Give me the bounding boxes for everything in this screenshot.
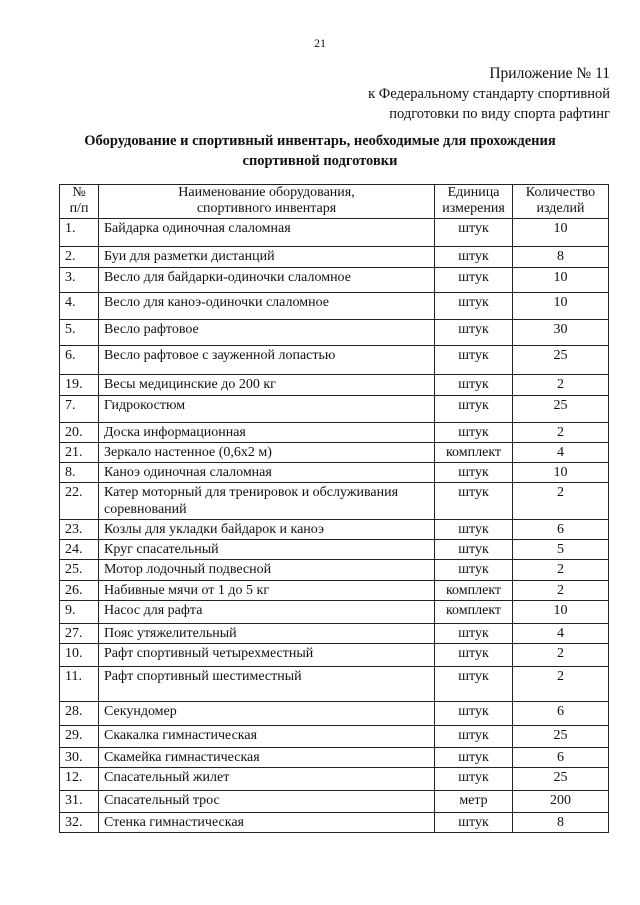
table-row — [60, 702, 609, 726]
title-line-2: спортивной подготовки — [242, 153, 398, 169]
item-name: Байдарка одиночная слаломная — [99, 219, 435, 247]
annex-line-2: к Федеральному стандарту спортивной — [368, 86, 610, 102]
page-number: 21 — [314, 36, 326, 50]
item-name: Секундомер — [99, 702, 435, 726]
table-row — [60, 601, 609, 624]
item-unit: комплект — [435, 581, 513, 601]
item-name: Козлы для укладки байдарок и каноэ — [99, 520, 435, 540]
row-number: 2. — [60, 247, 99, 268]
item-quantity: 4 — [513, 443, 609, 463]
item-unit: штук — [435, 463, 513, 483]
item-quantity: 10 — [513, 293, 609, 320]
row-number: 12. — [60, 768, 99, 791]
item-name: Мотор лодочный подвесной — [99, 560, 435, 581]
item-name: Весы медицинские до 200 кг — [99, 375, 435, 396]
table-row — [60, 726, 609, 748]
table-row — [60, 320, 609, 346]
item-quantity: 25 — [513, 396, 609, 423]
item-name: Весло для каноэ-одиночки слаломное — [99, 293, 435, 320]
item-unit: штук — [435, 375, 513, 396]
header-unit-line-1: Единица — [447, 185, 500, 200]
row-number: 4. — [60, 293, 99, 320]
item-unit: штук — [435, 423, 513, 443]
row-number: 30. — [60, 748, 99, 768]
table-row — [60, 644, 609, 667]
table-row — [60, 483, 609, 520]
table-row — [60, 540, 609, 560]
item-quantity: 6 — [513, 702, 609, 726]
table-row — [60, 375, 609, 396]
item-name: Весло для байдарки-одиночки слаломное — [99, 268, 435, 293]
item-quantity: 8 — [513, 247, 609, 268]
table-row — [60, 768, 609, 791]
row-number: 23. — [60, 520, 99, 540]
row-number: 11. — [60, 667, 99, 702]
item-quantity: 10 — [513, 219, 609, 247]
item-quantity: 25 — [513, 726, 609, 748]
table-row — [60, 667, 609, 702]
item-unit: штук — [435, 219, 513, 247]
item-unit: штук — [435, 268, 513, 293]
header-quantity — [513, 185, 609, 219]
row-number: 22. — [60, 483, 99, 520]
item-name: Скакалка гимнастическая — [99, 726, 435, 748]
item-quantity: 4 — [513, 624, 609, 644]
item-unit: штук — [435, 396, 513, 423]
table-row — [60, 581, 609, 601]
header-name-line-2: спортивного инвентаря — [196, 201, 337, 216]
item-quantity: 6 — [513, 748, 609, 768]
row-number: 1. — [60, 219, 99, 247]
row-number: 7. — [60, 396, 99, 423]
item-unit: штук — [435, 560, 513, 581]
table-row — [60, 219, 609, 247]
header-number — [60, 185, 99, 219]
table-row — [60, 268, 609, 293]
item-quantity: 25 — [513, 768, 609, 791]
row-number: 32. — [60, 813, 99, 833]
item-unit: штук — [435, 346, 513, 375]
item-unit: штук — [435, 624, 513, 644]
item-quantity: 10 — [513, 268, 609, 293]
item-name: Катер моторный для тренировок и обслуживания соревнований — [99, 483, 435, 520]
item-unit: штук — [435, 483, 513, 520]
table-row — [60, 423, 609, 443]
item-name: Рафт спортивный шестиместный — [99, 667, 435, 702]
row-number: 21. — [60, 443, 99, 463]
item-quantity: 2 — [513, 581, 609, 601]
item-name: Скамейка гимнастическая — [99, 748, 435, 768]
table-row — [60, 520, 609, 540]
item-quantity: 8 — [513, 813, 609, 833]
item-name: Буи для разметки дистанций — [99, 247, 435, 268]
row-number: 8. — [60, 463, 99, 483]
item-name: Круг спасательный — [99, 540, 435, 560]
row-number: 19. — [60, 375, 99, 396]
row-number: 25. — [60, 560, 99, 581]
item-unit: штук — [435, 293, 513, 320]
item-unit: комплект — [435, 443, 513, 463]
item-name: Доска информационная — [99, 423, 435, 443]
row-number: 10. — [60, 644, 99, 667]
header-unit — [435, 185, 513, 219]
item-unit: штук — [435, 667, 513, 702]
item-unit: штук — [435, 726, 513, 748]
item-unit: штук — [435, 748, 513, 768]
item-unit: комплект — [435, 601, 513, 624]
header-quantity-line-1: Количество — [525, 185, 596, 200]
table-row — [60, 443, 609, 463]
table-row — [60, 247, 609, 268]
item-name: Пояс утяжелительный — [99, 624, 435, 644]
header-name-line-1: Наименование оборудования, — [178, 185, 355, 200]
item-unit: штук — [435, 540, 513, 560]
row-number: 24. — [60, 540, 99, 560]
item-unit: штук — [435, 247, 513, 268]
row-number: 9. — [60, 601, 99, 624]
table-row — [60, 791, 609, 813]
table-row — [60, 463, 609, 483]
item-quantity: 2 — [513, 375, 609, 396]
item-quantity: 5 — [513, 540, 609, 560]
item-name: Рафт спортивный четырехместный — [99, 644, 435, 667]
item-unit: штук — [435, 768, 513, 791]
item-unit: штук — [435, 520, 513, 540]
item-quantity: 10 — [513, 463, 609, 483]
document-title — [40, 131, 600, 171]
row-number: 31. — [60, 791, 99, 813]
header-name — [99, 185, 435, 219]
annex-line-1: Приложение № 11 — [489, 65, 610, 82]
item-quantity: 2 — [513, 560, 609, 581]
item-unit: штук — [435, 320, 513, 346]
table-row — [60, 293, 609, 320]
item-quantity: 30 — [513, 320, 609, 346]
item-name: Спасательный жилет — [99, 768, 435, 791]
row-number: 5. — [60, 320, 99, 346]
table-body — [60, 219, 609, 833]
header-unit-line-2: измерения — [442, 201, 505, 216]
inventory-table — [59, 184, 609, 833]
item-name: Спасательный трос — [99, 791, 435, 813]
row-number: 27. — [60, 624, 99, 644]
row-number: 3. — [60, 268, 99, 293]
item-unit: штук — [435, 813, 513, 833]
item-name: Набивные мячи от 1 до 5 кг — [99, 581, 435, 601]
item-name: Зеркало настенное (0,6х2 м) — [99, 443, 435, 463]
item-quantity: 200 — [513, 791, 609, 813]
table-row — [60, 748, 609, 768]
item-name: Весло рафтовое с зауженной лопастью — [99, 346, 435, 375]
annex-line-3: подготовки по виду спорта рафтинг — [389, 106, 610, 122]
table-row — [60, 624, 609, 644]
item-name: Гидрокостюм — [99, 396, 435, 423]
header-quantity-line-2: изделий — [536, 201, 585, 216]
item-quantity: 6 — [513, 520, 609, 540]
table-row — [60, 396, 609, 423]
table-row — [60, 813, 609, 833]
header-number-line-2: п/п — [69, 201, 89, 216]
row-number: 6. — [60, 346, 99, 375]
item-name: Насос для рафта — [99, 601, 435, 624]
table-header-row — [60, 185, 609, 219]
item-quantity: 2 — [513, 483, 609, 520]
table-row — [60, 346, 609, 375]
item-unit: метр — [435, 791, 513, 813]
row-number: 29. — [60, 726, 99, 748]
annex-header — [368, 64, 610, 124]
title-line-1: Оборудование и спортивный инвентарь, необходимые для прохождения — [84, 133, 556, 149]
header-number-line-1: № — [72, 185, 86, 200]
item-unit: штук — [435, 644, 513, 667]
item-quantity: 2 — [513, 423, 609, 443]
item-name: Каноэ одиночная слаломная — [99, 463, 435, 483]
item-name: Весло рафтовое — [99, 320, 435, 346]
row-number: 20. — [60, 423, 99, 443]
item-quantity: 25 — [513, 346, 609, 375]
table-row — [60, 560, 609, 581]
item-quantity: 2 — [513, 644, 609, 667]
row-number: 26. — [60, 581, 99, 601]
item-unit: штук — [435, 702, 513, 726]
item-name: Стенка гимнастическая — [99, 813, 435, 833]
item-quantity: 10 — [513, 601, 609, 624]
row-number: 28. — [60, 702, 99, 726]
item-quantity: 2 — [513, 667, 609, 702]
